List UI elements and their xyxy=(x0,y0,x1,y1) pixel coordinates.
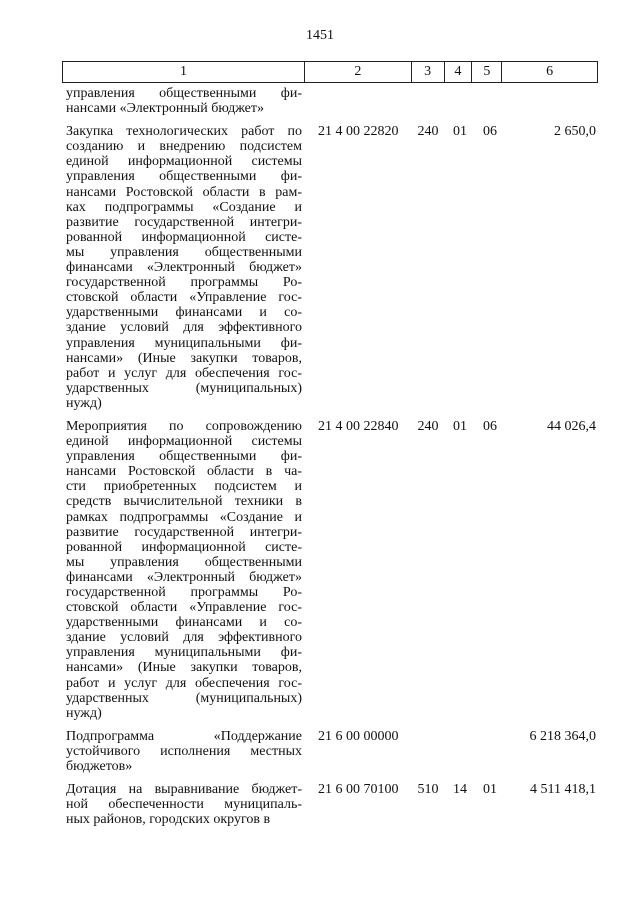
header-col-6: 6 xyxy=(546,64,554,79)
row-amount: 44 026,4 xyxy=(547,418,596,434)
header-col-3: 3 xyxy=(412,62,445,82)
description-line: финансами «Электронный бюджет» xyxy=(66,569,302,585)
description-line: управления общественными фи- xyxy=(66,86,302,101)
description-line: ударственными финансами и со- xyxy=(66,615,302,631)
description-line: Подпрограмма «Поддержание xyxy=(66,728,302,744)
description-line: нансами» (Иные закупки товаров, xyxy=(66,660,302,676)
description-line: нансами Ростовской области в рам- xyxy=(66,184,302,200)
description-line: управления общественными фи- xyxy=(66,449,302,465)
table-row xyxy=(62,729,598,774)
description-line: государственной программы Ро- xyxy=(66,585,302,600)
description-line: стовской области «Управление гос- xyxy=(66,600,302,616)
row-description xyxy=(66,124,302,411)
header-col-5: 5 xyxy=(472,62,502,82)
row-section: 01 xyxy=(453,418,467,434)
description-line: здание условий для эффективного xyxy=(66,630,302,646)
table-row xyxy=(62,419,598,721)
description-line: созданию и внедрению подсистем xyxy=(66,139,302,155)
description-line: ных районов, городских округов в xyxy=(66,812,271,828)
description-line: мы управления общественными xyxy=(66,554,302,570)
row-amount: 4 511 418,1 xyxy=(530,782,596,798)
description-line: Мероприятия по сопровождению xyxy=(66,418,302,434)
description-line: рованной информационной систе- xyxy=(66,229,302,245)
description-line: управления общественными фи- xyxy=(66,169,302,185)
description-line: стовской области «Управление гос- xyxy=(66,290,302,306)
description-line: рованной информационной систе- xyxy=(66,539,302,555)
description-line: работ и услуг для обеспечения гос- xyxy=(66,675,302,691)
description-line: развитие государственной интегри- xyxy=(66,524,302,540)
description-line: ударственных (муниципальных) xyxy=(66,690,302,706)
table-row xyxy=(62,124,598,411)
description-line: нансами Ростовской области в ча- xyxy=(66,464,302,480)
row-description xyxy=(66,419,302,721)
description-line: единой информационной системы xyxy=(66,154,302,170)
row-description xyxy=(66,729,302,774)
description-line: бюджетов» xyxy=(66,759,133,775)
header-col-1: 1 xyxy=(63,62,305,82)
description-line: мы управления общественными xyxy=(66,244,302,260)
description-line: развитие государственной интегри- xyxy=(66,214,302,230)
description-line: ударственных (муниципальных) xyxy=(66,380,302,396)
row-target-code: 21 6 00 70100 xyxy=(318,782,399,798)
row-description xyxy=(66,86,302,116)
description-line: единой информационной системы xyxy=(66,434,302,450)
row-target-code: 21 4 00 22820 xyxy=(318,124,399,140)
row-section: 01 xyxy=(453,124,467,140)
description-line: Закупка технологических работ по xyxy=(66,124,302,140)
description-line: государственной программы Ро- xyxy=(66,275,302,291)
row-subsection: 06 xyxy=(483,124,497,140)
table-body xyxy=(62,86,598,827)
row-expense-type: 510 xyxy=(417,782,439,798)
description-line: ной обеспеченности муниципаль- xyxy=(66,797,302,813)
header-col-2: 2 xyxy=(305,62,412,82)
description-line: ударственными финансами и со- xyxy=(66,305,302,321)
table-row xyxy=(62,86,598,116)
description-line: финансами «Электронный бюджет» xyxy=(66,260,302,276)
table-row xyxy=(62,782,598,827)
description-line: управления муниципальными фи- xyxy=(66,645,302,661)
description-line: управления муниципальными фи- xyxy=(66,335,302,351)
description-line: ках подпрограммы «Создание и xyxy=(66,199,302,215)
description-line: нужд) xyxy=(66,705,102,721)
row-target-code: 21 4 00 22840 xyxy=(318,418,399,434)
description-line: нансами «Электронный бюджет» xyxy=(66,101,265,117)
row-amount: 2 650,0 xyxy=(554,124,596,140)
description-line: нансами» (Иные закупки товаров, xyxy=(66,350,302,366)
table-header xyxy=(62,61,598,83)
description-line: рамках подпрограммы «Создание и xyxy=(66,509,302,525)
row-subsection: 06 xyxy=(483,418,497,434)
description-line: устойчивого исполнения местных xyxy=(66,743,302,759)
page-number: 1451 xyxy=(306,28,334,43)
description-line: работ и услуг для обеспечения гос- xyxy=(66,365,302,381)
row-expense-type: 240 xyxy=(417,124,439,140)
row-section: 14 xyxy=(453,782,467,798)
header-col-4: 4 xyxy=(445,62,473,82)
description-line: нужд) xyxy=(66,395,102,411)
description-line: сти приобретенных подсистем и xyxy=(66,479,302,495)
row-subsection: 01 xyxy=(483,782,497,798)
description-line: средств вычислительной техники в xyxy=(66,494,302,510)
row-expense-type: 240 xyxy=(417,418,439,434)
row-target-code: 21 6 00 00000 xyxy=(318,728,399,744)
row-amount: 6 218 364,0 xyxy=(529,728,596,744)
description-line: Дотация на выравнивание бюджет- xyxy=(66,782,302,798)
description-line: здание условий для эффективного xyxy=(66,320,302,336)
row-description xyxy=(66,782,302,827)
